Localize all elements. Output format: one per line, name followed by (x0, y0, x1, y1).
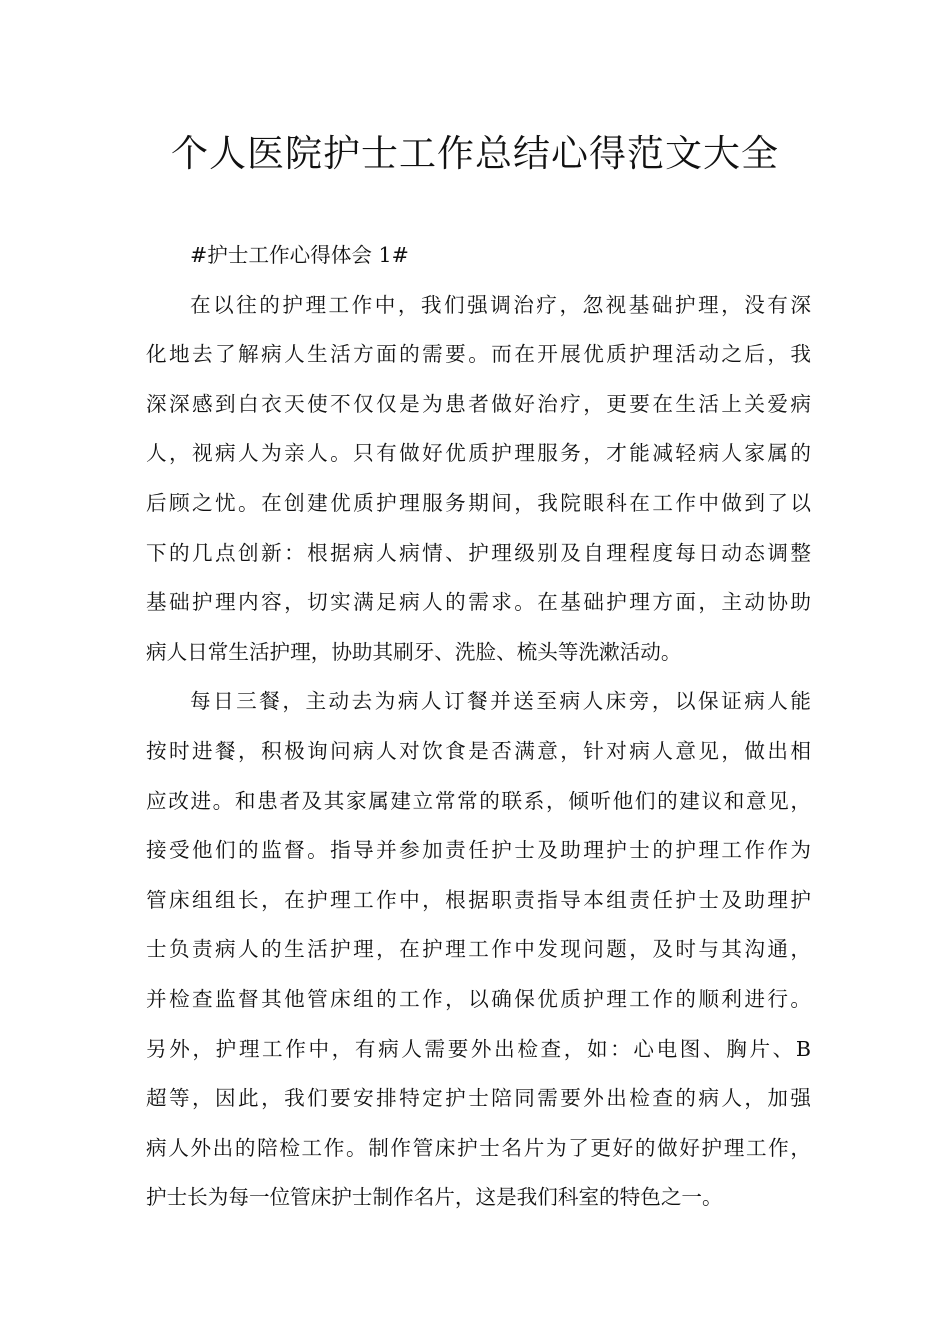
paragraph-line: 超等，因此，我们要安排特定护士陪同需要外出检查的病人，加强 (146, 1086, 811, 1111)
document-title: 个人医院护士工作总结心得范文大全 (171, 132, 779, 175)
section-heading: #护士工作心得体会 1# (190, 243, 409, 267)
paragraph-1 (146, 281, 811, 678)
paragraph-line: 每日三餐，主动去为病人订餐并送至病人床旁，以保证病人能 (190, 689, 811, 714)
paragraph-line: 深深感到白衣天使不仅仅是为患者做好治疗，更要在生活上关爱病 (146, 391, 811, 416)
paragraph-line: 管床组组长，在护理工作中，根据职责指导本组责任护士及助理护 (146, 887, 811, 912)
paragraph-2 (146, 677, 811, 1223)
paragraph-line: 后顾之忧。在创建优质护理服务期间，我院眼科在工作中做到了以 (146, 490, 811, 515)
document-body (146, 231, 811, 1223)
paragraph-line: 下的几点创新：根据病人病情、护理级别及自理程度每日动态调整 (146, 540, 811, 565)
paragraph-line: 化地去了解病人生活方面的需要。而在开展优质护理活动之后，我 (146, 342, 811, 367)
paragraph-line: 病人日常生活护理，协助其刷牙、洗脸、梳头等洗漱活动。 (146, 639, 682, 664)
paragraph-line: 应改进。和患者及其家属建立常常的联系，倾听他们的建议和意见， (146, 788, 811, 813)
paragraph-line: 人，视病人为亲人。只有做好优质护理服务，才能减轻病人家属的 (146, 441, 811, 466)
paragraph-line: 按时进餐，积极询问病人对饮食是否满意，针对病人意见，做出相 (146, 738, 811, 763)
paragraph-line: 士负责病人的生活护理，在护理工作中发现问题，及时与其沟通， (146, 937, 811, 962)
paragraph-line: 接受他们的监督。指导并参加责任护士及助理护士的护理工作作为 (146, 838, 811, 863)
paragraph-line: 基础护理内容，切实满足病人的需求。在基础护理方面，主动协助 (146, 590, 811, 615)
paragraph-line: 病人外出的陪检工作。制作管床护士名片为了更好的做好护理工作， (146, 1135, 811, 1160)
paragraph-line: 并检查监督其他管床组的工作，以确保优质护理工作的顺利进行。 (146, 986, 811, 1011)
paragraph-line: 护士长为每一位管床护士制作名片，这是我们科室的特色之一。 (146, 1185, 723, 1210)
paragraph-line: 在以往的护理工作中，我们强调治疗，忽视基础护理，没有深 (190, 292, 811, 317)
paragraph-line: 另外，护理工作中，有病人需要外出检查，如：心电图、胸片、B (146, 1036, 811, 1061)
